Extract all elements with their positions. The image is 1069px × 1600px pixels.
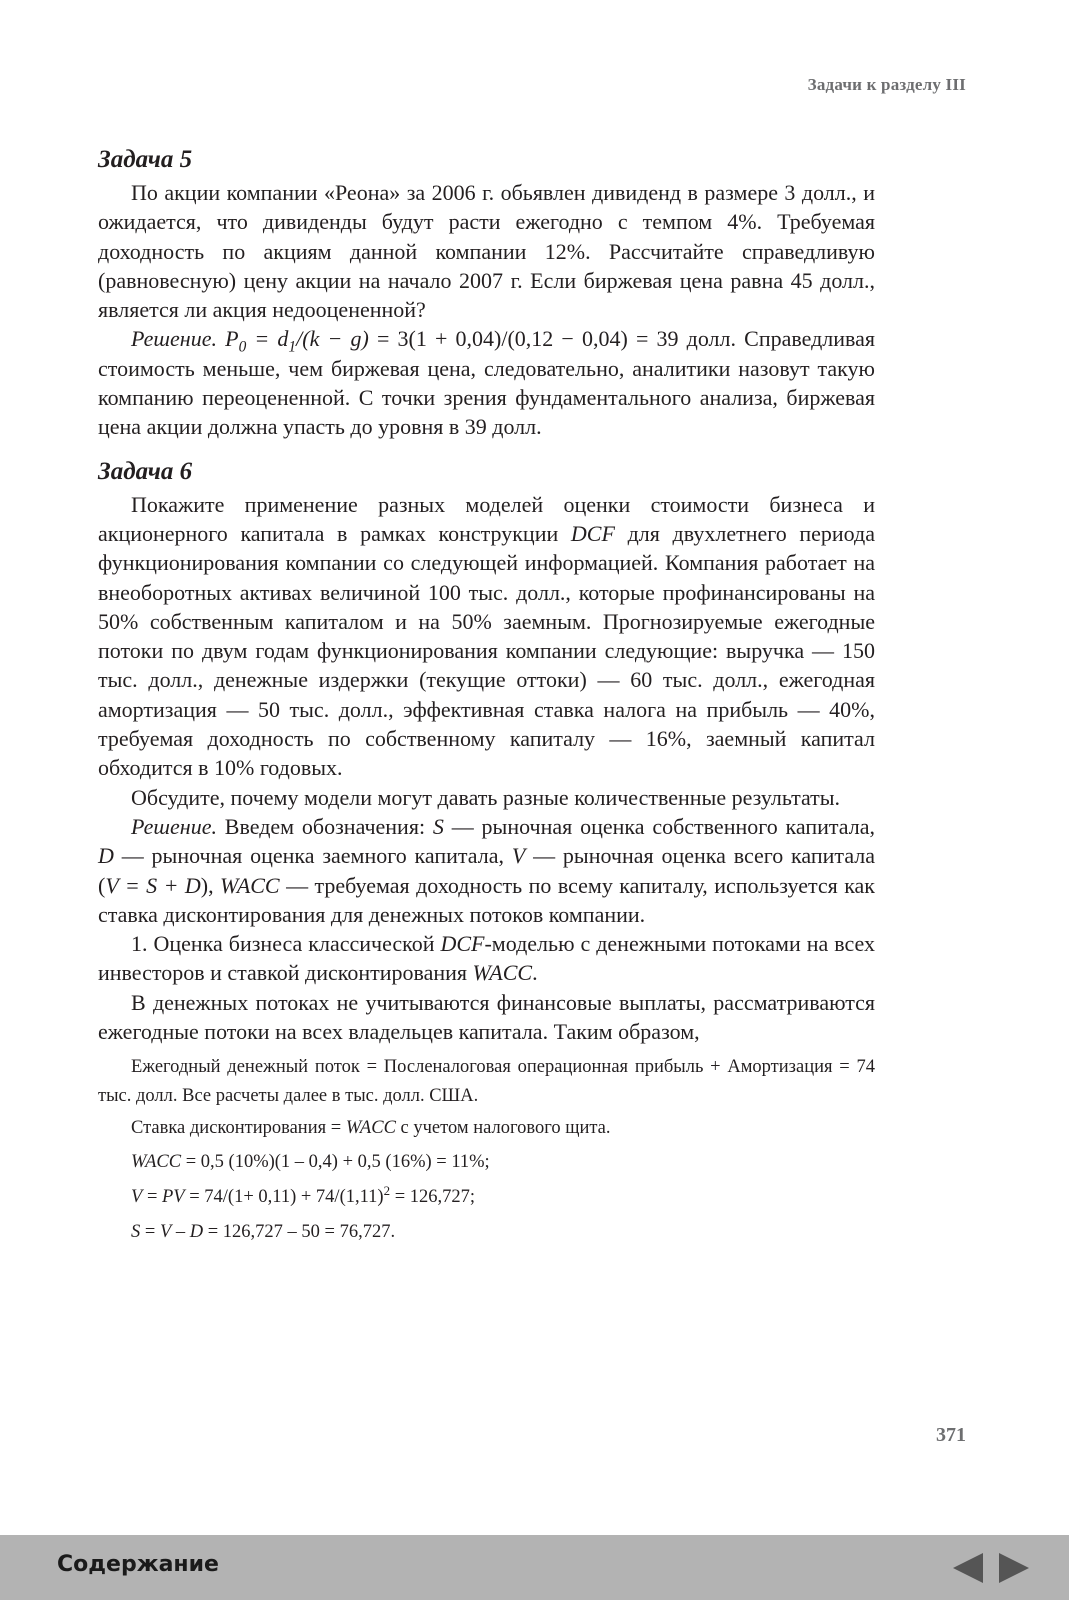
task6-paragraph-1: Покажите применение разных моделей оценки стоимости бизнеса и акционерного капитала в рамках конструкции DCF для двухлетнего периода функционирования компании со следующей информацией. Компания работает на внеоборотных активах величиной 100 тыс. долл., которые профинансированы на 50% собственным капиталом и на 50% заемным. Прогнозируемые ежегодные потоки по двум годам функционирования компании следующие: выручка — 150 тыс. долл., денежные издержки (текущие оттоки) — 60 тыс. долл., ежегодная амортизация — 50 тыс. долл., эффективная ставка налога на прибыль — 40%, требуемая доходность по собственному капиталу — 16%, заемный капитал обходится в 10% годовых. [98, 491, 876, 781]
running-head: Задачи к разделу III [807, 75, 966, 94]
formula-wacc: WACC = 0,5 (10%)(1 – 0,4) + 0,5 (16%) = 11%; [131, 1152, 490, 1173]
formula-s: S = V – D = 126,727 – 50 = 76,727. [131, 1222, 396, 1243]
calculation-block [98, 1053, 875, 1248]
cash-flow-line: Ежегодный денежный поток = Посленалоговая операционная прибыль + Амортизация = 74 тыс. долл. Все расчеты далее в тыс. долл. США. [98, 1057, 875, 1107]
task6-paragraph-4: 1. Оценка бизнеса классической DCF-моделью с денежными потоками на всех инвесторов и ставкой дисконтирования WACC. [98, 931, 875, 986]
task5-paragraph: По акции компании «Реона» за 2006 г. обьявлен дивиденд в размере 3 долл., и ожидается, что дивиденды будут расти ежегодно с темпом 4%. Требуемая доходность по акциям данной компании 12%. Рассчитайте справедливую (равновесную) цену акции на начало 2007 г. Если биржевая цена равна 45 долл., является ли акция недооцененной? [98, 180, 875, 323]
task6-paragraph-5: В денежных потоках не учитываются финансовые выплаты, рассматриваются ежегодные потоки на всех владельцев капитала. Таким образом, [98, 989, 875, 1045]
page-content [98, 142, 875, 1248]
task6-paragraph-2: Обсудите, почему модели могут давать разные количественные результаты. [131, 784, 841, 810]
task6-title: Задача 6 [98, 457, 193, 485]
next-page-arrow-icon[interactable] [999, 1553, 1029, 1583]
task5-solution [98, 324, 875, 441]
task6-solution: Решение. Введем обозначения: S — рыночная оценка собственного капитала, D — рыночная оценка заемного капитала, V — рыночная оценка всего капитала (V = S + D), WACC — требуемая доходность по всему капиталу, используется как ставка дисконтирования для денежных потоков компании. [98, 813, 876, 927]
navigation-bar [0, 1535, 1069, 1600]
task5-solution-text: = 3(1 + 0,04)/(0,12 − 0,04) = 39 долл. Справедливая стоимость меньше, чем биржевая цена, следовательно, аналитики назовут такую компанию переоцененной. С точки зрения фундаментального анализа, биржевая цена акции должна упасть до уровня в 39 долл. [98, 326, 876, 440]
discount-rate-line: Ставка дисконтирования = WACC с учетом налогового щита. [131, 1118, 611, 1139]
table-of-contents-link[interactable]: Содержание [57, 1552, 219, 1577]
previous-page-arrow-icon[interactable] [953, 1553, 983, 1583]
task5-title: Задача 5 [98, 146, 193, 173]
page-number: 371 [936, 1424, 966, 1446]
formula-p0: $P_0 = d_1/(k - g)$ [225, 326, 369, 356]
formula-v: V = PV = $74/(1+ 0,11) + 74/(1,11)^2 = 126,727$; [131, 1183, 476, 1208]
solution-label: Решение. [131, 326, 217, 352]
